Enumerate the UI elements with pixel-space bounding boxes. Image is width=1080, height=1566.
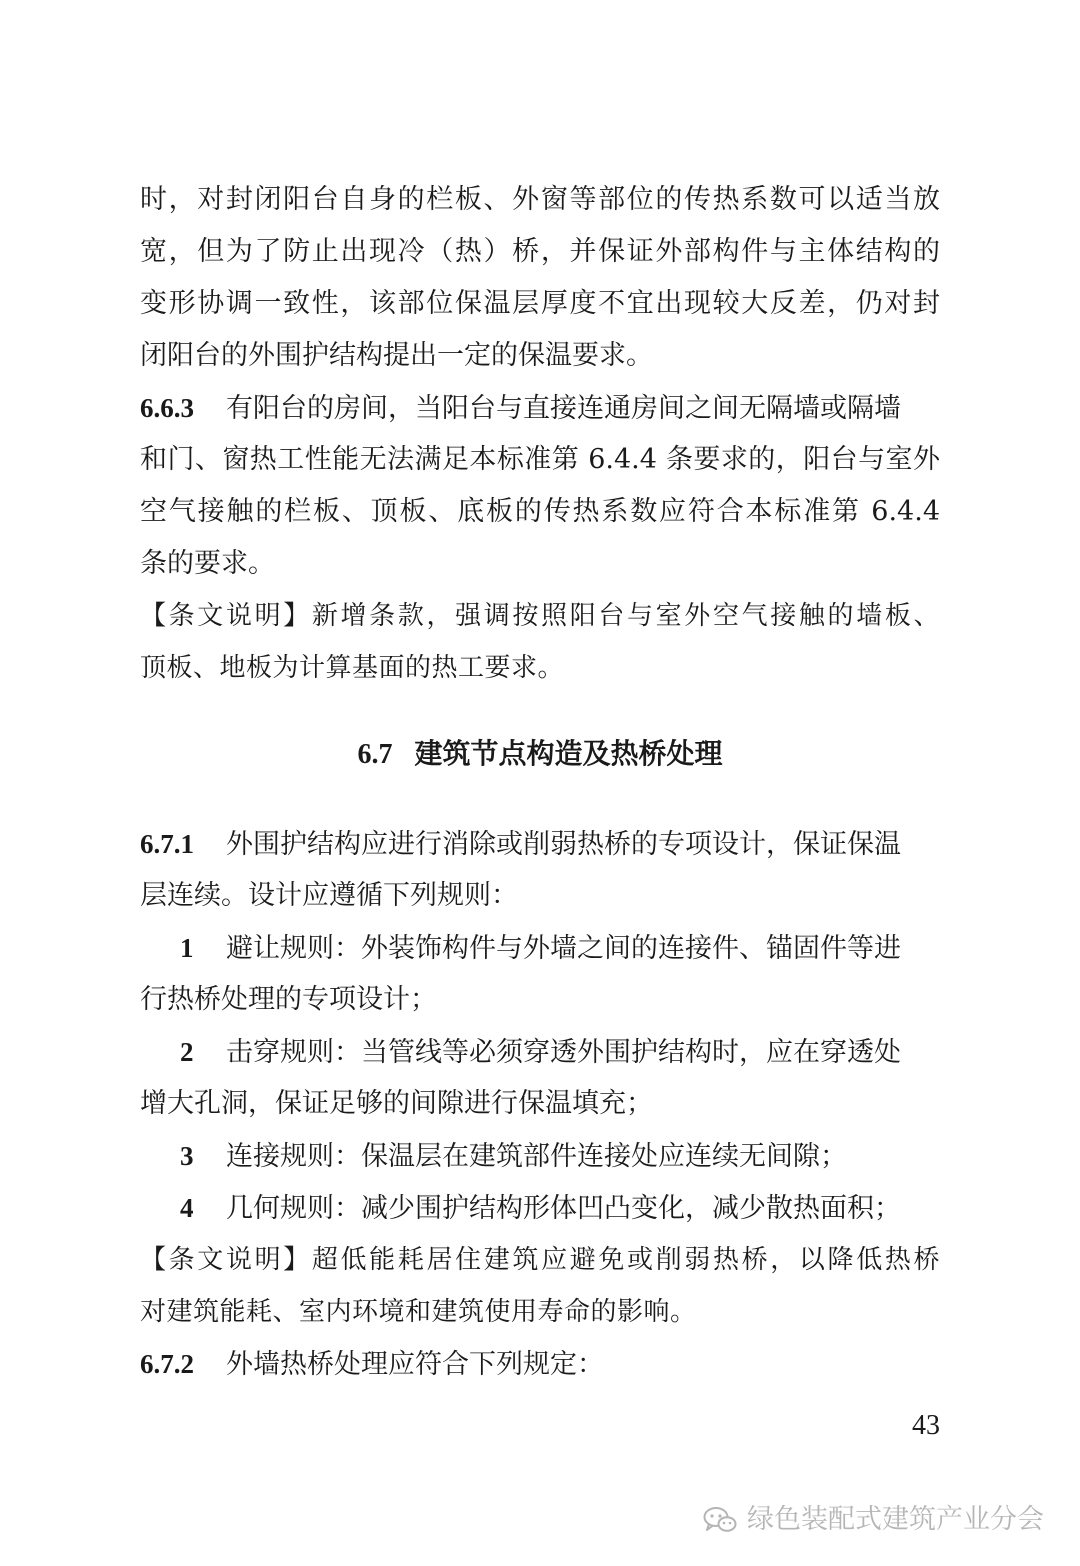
clause-line: 层连续。设计应遵循下列规则： [140,880,518,911]
item-number: 2 [180,1037,194,1067]
paragraph-line: 时，对封闭阳台自身的栏板、外窗等部位的传热系数可以适当放 [140,184,940,215]
page-number: 43 [912,1410,940,1441]
section-title: 建筑节点构造及热桥处理 [414,737,723,770]
list-item [140,1130,940,1182]
item-text: 连接规则：保温层在建筑部件连接处应连续无间隙； [226,1141,847,1172]
note-line: 对建筑能耗、室内环境和建筑使用寿命的影响。 [140,1297,697,1327]
item-number: 1 [180,933,194,963]
watermark-text: 绿色装配式建筑产业分会 [747,1504,1044,1535]
clause-line: 空气接触的栏板、顶板、底板的传热系数应符合本标准第 6.4.4 [140,496,940,527]
clause-first-line [140,818,940,870]
list-item [140,1026,940,1078]
note-line: 【条文说明】新增条款，强调按照阳台与室外空气接触的墙板、 [140,601,940,631]
section-heading [0,728,1080,780]
list-item-continuation: 增大孔洞，保证足够的间隙进行保温填充； [140,1088,653,1119]
clause-text: 外墙热桥处理应符合下列规定： [226,1349,604,1380]
clause-number: 6.7.2 [140,1349,194,1379]
clause-number: 6.7.1 [140,829,194,859]
section-number: 6.7 [357,739,393,770]
item-text: 避让规则：外装饰构件与外墙之间的连接件、锚固件等进 [226,933,901,964]
paragraph-line: 变形协调一致性，该部位保温层厚度不宜出现较大反差，仍对封 [140,288,940,319]
item-number: 4 [180,1193,194,1223]
note-line: 【条文说明】超低能耗居住建筑应避免或削弱热桥，以降低热桥 [140,1245,940,1275]
clause-text: 外围护结构应进行消除或削弱热桥的专项设计，保证保温 [226,829,901,860]
clause-line: 和门、窗热工性能无法满足本标准第 6.4.4 条要求的，阳台与室外 [140,444,940,475]
item-number: 3 [180,1141,194,1171]
clause-first-line [140,382,940,434]
list-item [140,1182,940,1234]
clause-first-line [140,1338,940,1390]
note-line: 顶板、地板为计算基面的热工要求。 [140,653,565,683]
item-text: 几何规则：减少围护结构形体凹凸变化，减少散热面积； [226,1193,901,1224]
paragraph-line: 宽，但为了防止出现冷（热）桥，并保证外部构件与主体结构的 [140,236,940,267]
list-item [140,922,940,974]
wechat-icon [703,1506,737,1534]
item-text: 击穿规则：当管线等必须穿透外围护结构时，应在穿透处 [226,1037,901,1068]
paragraph-line: 闭阳台的外围护结构提出一定的保温要求。 [140,340,653,371]
clause-line: 条的要求。 [140,548,275,579]
list-item-continuation: 行热桥处理的专项设计； [140,984,437,1015]
clause-number: 6.6.3 [140,393,194,423]
clause-text: 有阳台的房间，当阳台与直接连通房间之间无隔墙或隔墙 [226,393,901,424]
watermark [703,1500,1044,1540]
